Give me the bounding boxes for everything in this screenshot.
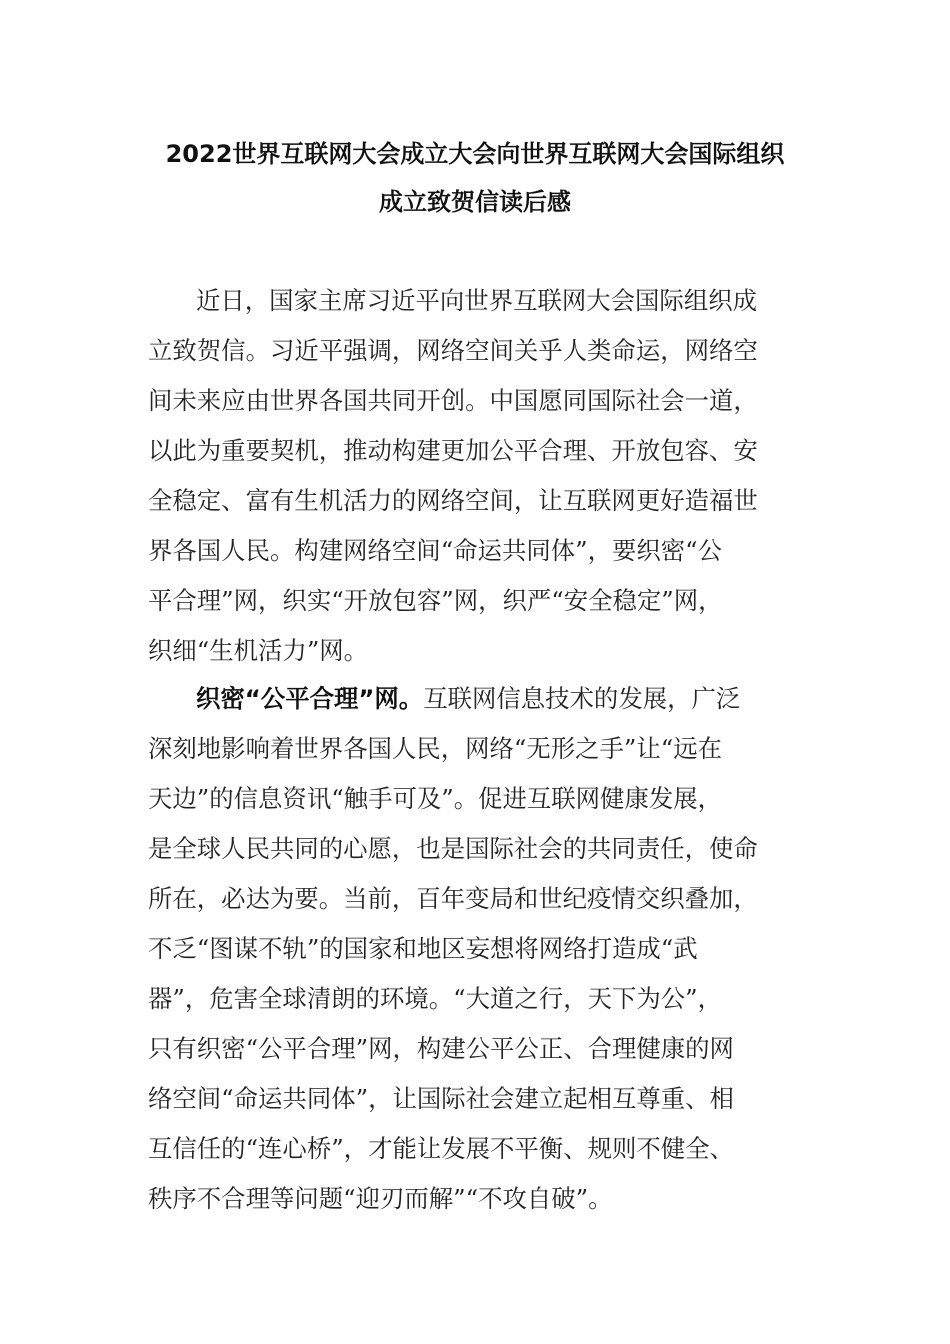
paragraph-1-line-3: 间未来应由世界各国共同开创。中国愿同国际社会一道， (148, 386, 758, 415)
paragraph-1-line-5: 全稳定、富有生机活力的网络空间，让互联网更好造福世 (148, 486, 758, 515)
paragraph-2-lead-heading: 织密“公平合理”网。 (196, 684, 424, 713)
document-title-line-1: 2022世界互联网大会成立大会向世界互联网大会国际组织 (165, 140, 785, 168)
paragraph-1-line-4: 以此为重要契机，推动构建更加公平合理、开放包容、安 (148, 436, 758, 465)
paragraph-1-line-6: 界各国人民。构建网络空间“命运共同体”，要织密“公 (148, 536, 723, 565)
paragraph-1-line-8: 织细“生机活力”网。 (148, 636, 369, 665)
paragraph-1-line-7: 平合理”网，织实“开放包容”网，织严“安全稳定”网， (148, 586, 723, 615)
paragraph-2-line-6: 不乏“图谋不轨”的国家和地区妄想将网络打造成“武 (148, 934, 698, 963)
paragraph-2-line-5: 所在，必达为要。当前，百年变局和世纪疫情交织叠加， (148, 884, 758, 913)
paragraph-2-line-11: 秩序不合理等问题“迎刃而解”“不攻自破”。 (148, 1184, 613, 1213)
paragraph-1-line-2: 立致贺信。习近平强调，网络空间关乎人类命运，网络空 (148, 336, 758, 365)
paragraph-2-line-1 (196, 682, 740, 716)
paragraph-2-first-line-text: 互联网信息技术的发展，广泛 (423, 684, 741, 713)
paragraph-2-line-8: 只有织密“公平合理”网，构建公平公正、合理健康的网 (148, 1034, 734, 1063)
paragraph-2-line-4: 是全球人民共同的心愿，也是国际社会的共同责任，使命 (148, 834, 758, 863)
paragraph-2-line-10: 互信任的“连心桥”，才能让发展不平衡、规则不健全、 (148, 1134, 734, 1163)
document-title-line-2: 成立致贺信读后感 (379, 188, 571, 216)
paragraph-2-line-9: 络空间“命运共同体”，让国际社会建立起相互尊重、相 (148, 1084, 734, 1113)
paragraph-2-line-7: 器”，危害全球清朗的环境。“大道之行，天下为公”， (148, 984, 723, 1013)
paragraph-2-line-3: 天边”的信息资讯“触手可及”。促进互联网健康发展， (148, 784, 723, 813)
paragraph-1-line-1: 近日，国家主席习近平向世界互联网大会国际组织成 (196, 286, 757, 315)
paragraph-2-line-2: 深刻地影响着世界各国人民，网络“无形之手”让“远在 (148, 734, 723, 763)
